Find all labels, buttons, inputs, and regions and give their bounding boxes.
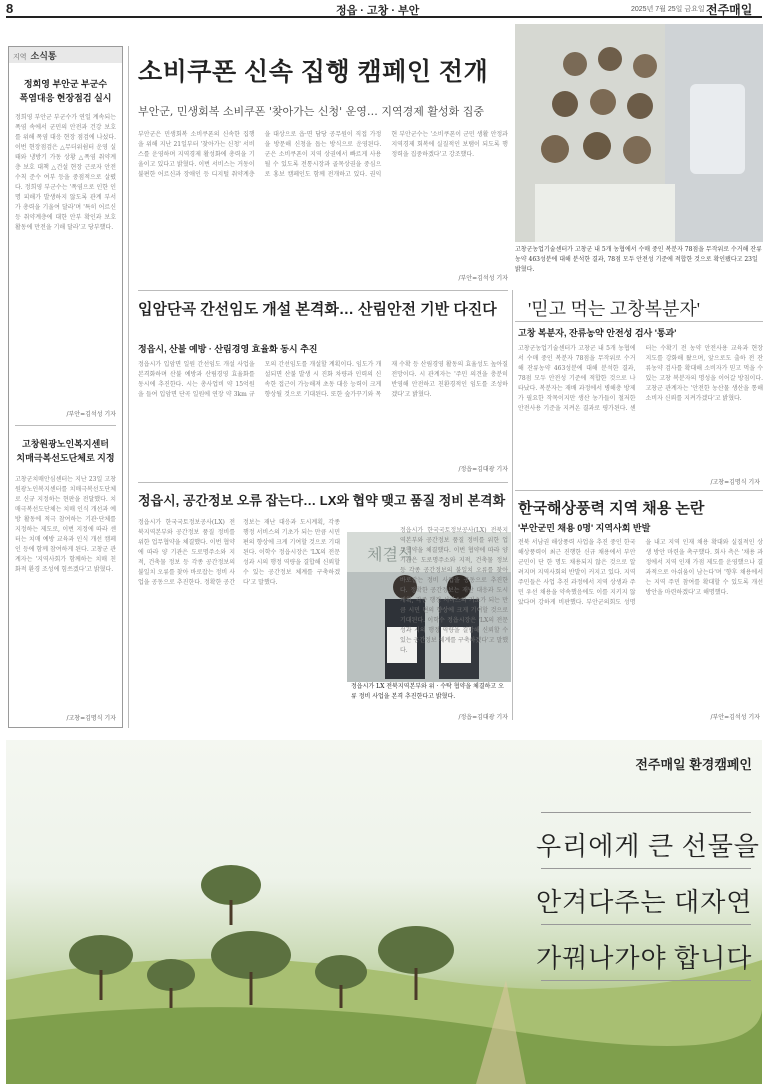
ad-line-2: 안겨다주는 대자연 [536,888,753,917]
lead-credit: /부안=김석성 기자 [458,275,508,282]
column-tag: 지역 소식통 [13,51,57,61]
lab-photo-caption: 고창군농업기술센터가 고창군 내 5개 농협에서 수매 중인 복분자 78점을 무작위로 수거해 잔류농약 463성분에 대해 분석한 결과, 78점 모두 안전성 기준에 적합한 것으로 확인됐다고 23일 밝혔다. [515,246,762,273]
lx-body-right: 정읍시가 한국국토정보공사(LX) 전북지역본부와 공간정보 품질 정비를 위한 업무협약을 체결했다. 이번 협약에 따라 양 기관은 도로명주소와 지적, 건축물 정보 등 각종 공간정보의 불일치 오류를 찾아 바로잡는 정비 사업을 공동으로 추진한다. 정확한 공간정보는 재난 대응과 도시계획, 각종 행정 서비스의 기초가 되는 만큼 시민 편의 향상에 크게 기여할 것으로 기대된다. 이학수 정읍시장은 'LX의 전문성과 시의 행정 역량을 결합해 신뢰할 수 있는 공간정보 체계를 구축하겠다'고 말했다. [400,527,508,654]
column-rule [512,290,513,720]
divider [138,482,508,483]
story1-body: 정희영 부안군 부군수가 연일 계속되는 폭염 속에서 군민의 안전과 건강 보호를 위해 폭염 대응 현장 점검에 나섰다. 이번 현장점검은 △무더위쉼터 운영 실태와 냉방기 가동 상황 △폭염 취약계층 보호 대책 △건설 현장 근로자 안전 수칙 준수 여부 등을 중점적으로 살폈다. 정희영 부군수는 '폭염으로 인한 인명 피해가 발생하지 않도록 관계 부서가 총력을 기울여 달라'며 '특히 어르신 등 취약계층에 대한 안부 확인과 보호 활동에 만전을 기해 달라'고 당부했다. [15,114,116,231]
ad-rule [541,868,751,869]
ad-rule [541,980,751,981]
lead-body: 부안군은 민생회복 소비쿠폰의 신속한 집행을 위해 지난 21일부터 '찾아가는 신청' 서비스를 운영하며 지역경제 활성화에 총력을 기울이고 있다고 밝혔다. 이번 서비스는 거동이 불편한 어르신과 장애인 등 디지털 취약계층을 대상으로 읍·면 담당 공무원이 직접 가정을 방문해 신청을 돕는 방식으로 운영된다. 군은 소비쿠폰이 지역 상권에서 빠르게 사용될 수 있도록 전통시장과 골목상권을 중심으로 홍보 캠페인도 함께 전개하고 있다. 권익현 부안군수는 '소비쿠폰이 군민 생활 안정과 지역경제 회복에 실질적인 보탬이 되도록 행정력을 집중하겠다'고 강조했다. [138,131,508,178]
lab-photo-illustration [515,24,763,242]
bokbunja-credit: /고창=김명식 기자 [710,479,760,486]
divider [138,290,508,291]
story1-headline-2: 폭염대응 현장점검 실시 [19,93,112,103]
divider [15,425,116,426]
divider [515,321,763,322]
column-rule [128,46,129,728]
forest-subheadline: 정읍시, 산불 예방 · 산림경영 효율화 동시 추진 [138,344,318,354]
story1-headline-1: 정희영 부안군 부군수 [23,79,108,89]
forest-headline: 입암단곡 간선임도 개설 본격화… 산림안전 기반 다진다 [138,301,497,318]
offshore-body: 전북 서남권 해상풍력 사업을 추진 중인 한국해상풍력이 최근 진행한 신규 채용에서 부안군민이 단 한 명도 채용되지 않은 것으로 알려지며 지역사회의 반발이 커지고 있다. 지역 주민들은 사업 추진 과정에서 지역 상생과 주민 우선 채용을 약속했음에도 이를 지키지 않았다며 강하게 비판했다. 부안군의회도 성명을 내고 지역 인재 채용 확대와 실질적인 상생 방안 마련을 촉구했다. 회사 측은 '채용 과정에서 지역 인재 가점 제도를 운영했으나 결과적으로 아쉬움이 남는다'며 '향후 채용에서는 지역 주민 참여를 확대할 수 있도록 개선 방안을 마련하겠다'고 해명했다. [518,539,763,606]
ad-rule [541,924,751,925]
backdrop-text: 체결식 [367,547,414,564]
page-header [6,0,762,18]
divider [515,490,763,491]
ad-line-1: 우리에게 큰 선물을 [536,832,760,861]
story2-body: 고창군치매안심센터는 지난 23일 고창원광노인복지센터를 치매극복선도단체로 신규 지정하는 현판을 전달했다. 치매극복선도단체는 치매 인식 개선과 예방 활동에 적극 참여하는 기관·단체를 지정하는 제도로, 이번 지정에 따라 센터는 치매 예방 교육과 인식 개선 캠페인 등에 함께 참여하게 된다. 고창군 관계자는 '지역사회가 함께하는 치매 친화적 환경 조성에 힘쓰겠다'고 밝혔다. [15,476,116,573]
offshore-credit: /부안=김석성 기자 [710,714,760,721]
environment-ad [6,740,762,1084]
ad-rule [541,812,751,813]
lx-headline: 정읍시, 공간정보 오류 잡는다… LX와 협약 맺고 품질 정비 본격화 [138,493,506,508]
forest-credit: /정읍=김대광 기자 [458,466,508,473]
lead-headline: 소비쿠폰 신속 집행 캠페인 전개 [138,58,489,86]
offshore-headline: 한국해상풍력 지역 채용 논란 [518,500,705,517]
ad-line-3: 가꿔나가야 합니다 [536,944,753,973]
ad-label: 전주매일 환경캠페인 [635,757,752,772]
offshore-subheadline: '부안군민 채용 0명' 지역사회 반발 [518,523,651,533]
story1-credit: /부안=김석성 기자 [66,411,116,418]
story2-credit: /고창=김명식 기자 [66,715,116,722]
story2-headline-1: 고창원광노인복지센터 [22,439,109,449]
lab-photo [515,24,763,242]
bokbunja-body: 고창군농업기술센터가 고창군 내 5개 농협에서 수매 중인 복분자 78점을 무작위로 수거해 잔류농약 463성분에 대해 분석한 결과, 78점 모두 안전성 기준에 적합한 것으로 나타났다. 복분자는 재배 과정에서 병해충 방제가 필요한 작목이지만 생산 농가들이 철저한 안전사용 기준을 지켜온 결과로 평가된다. 센터는 수확기 전 농약 안전사용 교육과 현장 지도를 강화해 왔으며, 앞으로도 출하 전 잔류농약 검사를 확대해 소비자가 믿고 먹을 수 있는 고창 복분자의 명성을 이어갈 방침이다. 고창군 관계자는 '안전한 농산물 생산을 통해 소비자 신뢰를 지켜가겠다'고 밝혔다. [518,345,763,412]
issue-date: 2025년 7월 25일 금요일 [631,6,705,13]
story2-headline-2: 치매극복선도단체로 지정 [16,453,115,463]
left-column-box [8,46,123,728]
bokbunja-headline: '믿고 먹는 고창복분자' [528,299,700,319]
column-tag-bar [9,47,122,63]
section-title: 정읍 · 고창 · 부안 [336,5,420,17]
forest-body: 정읍시가 입암면 일원 간선임도 개설 사업을 본격화하며 산불 예방과 산림경영 효율화를 동시에 추진한다. 시는 총사업비 약 15억원을 들여 입암면 단곡 일원에 연장 약 3km 규모의 간선임도를 개설할 계획이다. 임도가 개설되면 산불 발생 시 진화 차량과 인력의 신속한 접근이 가능해져 초동 대응 능력이 크게 향상될 것으로 기대된다. 또한 숲가꾸기와 목재 수확 등 산림경영 활동의 효율성도 높아질 전망이다. 시 관계자는 '주민 의견을 충분히 반영해 안전하고 친환경적인 임도를 조성하겠다'고 밝혔다. [138,361,508,398]
bokbunja-subheadline: 고창 복분자, 잔류농약 안전성 검사 '통과' [518,328,677,338]
newspaper-name: 전주매일 [706,3,753,17]
agreement-photo-caption: 정읍시가 LX 전북지역본부와 위 · 수탁 협약을 체결하고 오류 정비 사업을 본격 추진한다고 밝혔다. [351,683,504,700]
page-number: 8 [6,1,14,16]
lx-credit: /정읍=김대광 기자 [458,714,508,721]
lx-body-left: 정읍시가 한국국토정보공사(LX) 전북지역본부와 공간정보 품질 정비를 위한 업무협약을 체결했다. 이번 협약에 따라 양 기관은 도로명주소와 지적, 건축물 정보 등 각종 공간정보의 불일치 오류를 찾아 바로잡는 정비 사업을 공동으로 추진한다. 정확한 공간정보는 재난 대응과 도시계획, 각종 행정 서비스의 기초가 되는 만큼 시민 편의 향상에 크게 기여할 것으로 기대된다. 이학수 정읍시장은 'LX의 전문성과 시의 행정 역량을 결합해 신뢰할 수 있는 공간정보 체계를 구축하겠다'고 말했다. [138,519,340,586]
lead-subheadline: 부안군, 민생회복 소비쿠폰 '찾아가는 신청' 운영… 지역경제 활성화 집중 [138,105,485,118]
